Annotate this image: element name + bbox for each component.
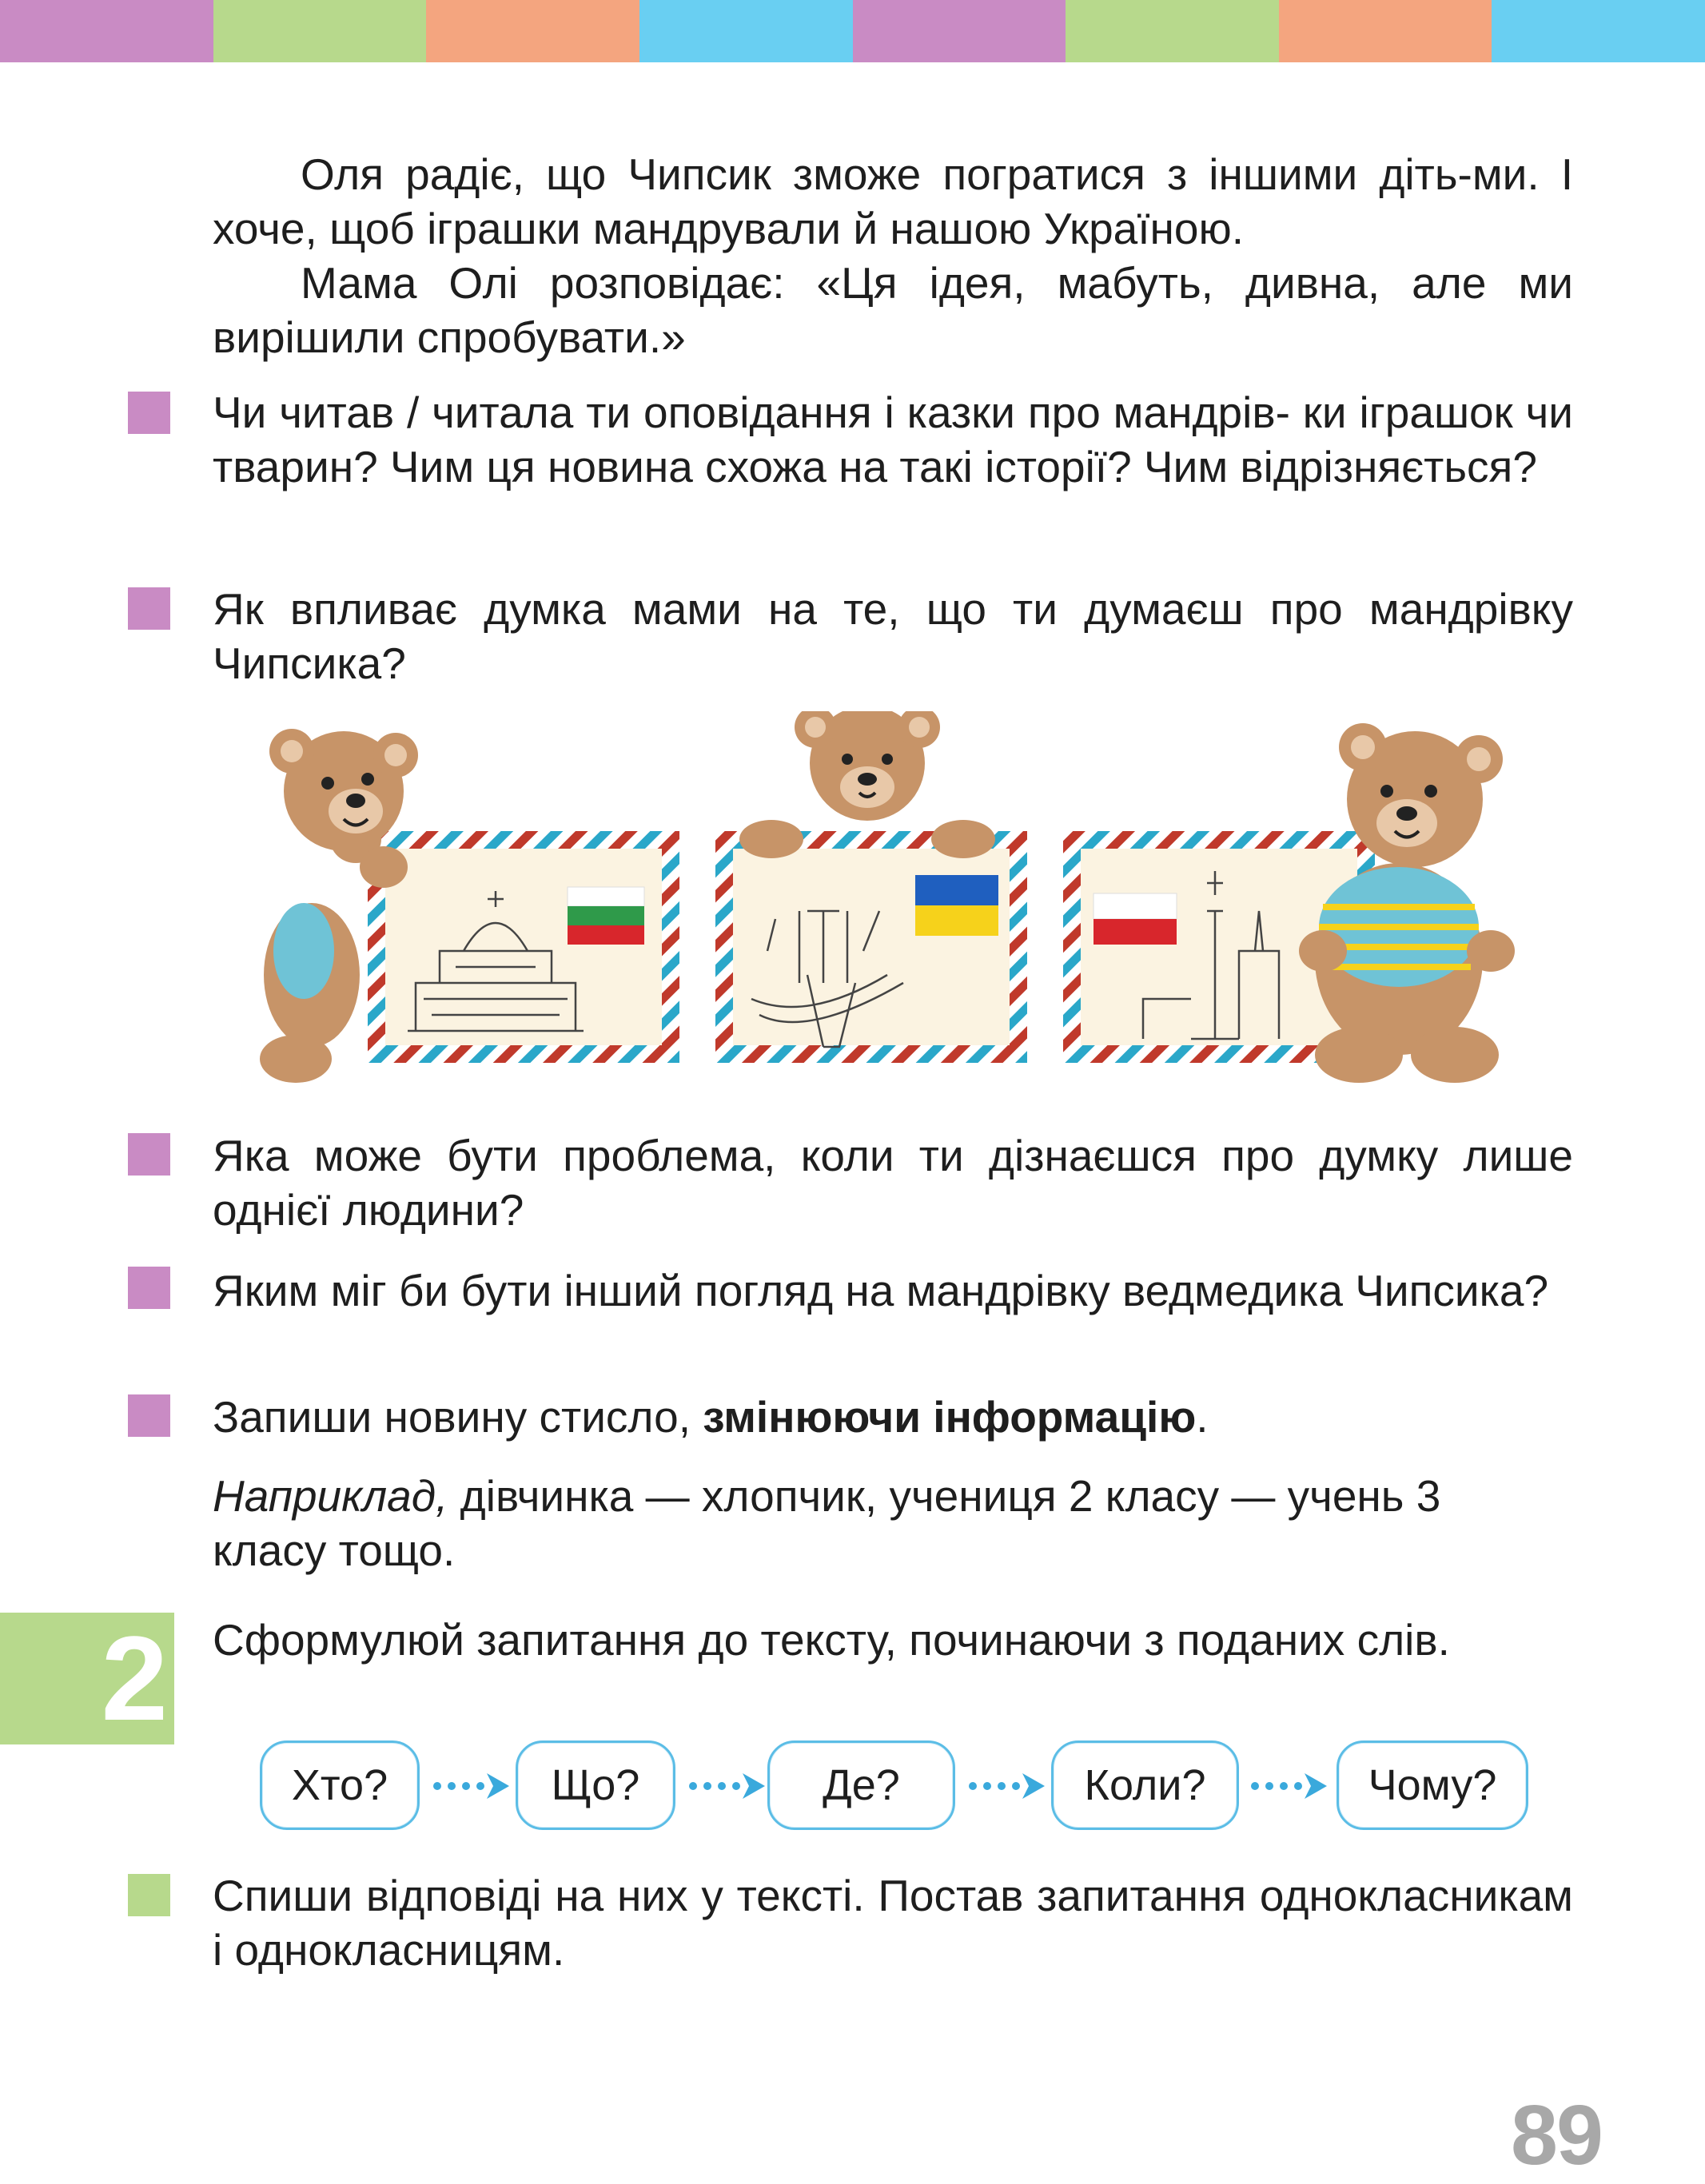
task-2-followup: Спиши відповіді на них у тексті. Постав запитання однокласникам і однокласницям. — [213, 1871, 1573, 1975]
question-word: Де? — [823, 1761, 900, 1809]
example-rest: дівчинка — хлопчик, учениця 2 класу — учень 3 класу тощо. — [213, 1471, 1441, 1575]
question-2: Як впливає думка мами на те, що ти думаєш про мандрівку Чипсика? — [213, 584, 1573, 688]
page-number: 89 — [1511, 2088, 1602, 2182]
color-stripe — [426, 0, 639, 62]
question-1: Чи читав / читала ти оповідання і казки про мандрів- ки іграшок чи тварин? Чим ця новина схожа на такі історії? Чим відрізняється? — [213, 388, 1573, 491]
task-2-instruction: Сформулюй запитання до тексту, починаючи з поданих слів. — [213, 1615, 1450, 1665]
question-word: Чому? — [1368, 1761, 1497, 1809]
dotted-arrow-icon — [683, 1762, 771, 1810]
dotted-arrow-icon — [1245, 1762, 1333, 1810]
question-word: Що? — [551, 1761, 640, 1809]
question-bullet — [128, 1394, 170, 1437]
question-bullet — [128, 392, 170, 434]
bears-postcards-illustration — [248, 711, 1543, 1095]
question-4: Яким міг би бути інший погляд на мандрівку ведмедика Чипсика? — [213, 1266, 1549, 1315]
question-word-box — [260, 1740, 420, 1830]
poland-flag — [1094, 893, 1177, 945]
question-word-box — [1337, 1740, 1528, 1830]
question-word-box — [516, 1740, 675, 1830]
postcard-ukraine — [715, 831, 1027, 1063]
color-stripe — [1066, 0, 1279, 62]
color-stripe — [1279, 0, 1492, 62]
color-stripe — [1492, 0, 1705, 62]
color-stripe — [0, 0, 213, 62]
question-5-start: Запиши новину стисло, — [213, 1392, 703, 1442]
example-italic: Наприклад, — [213, 1471, 448, 1521]
question-5 — [213, 1390, 1573, 1444]
intro-paragraph-2: Мама Олі розповідає: «Ця ідея, мабуть, дивна, але ми вирішили спробувати.» — [213, 258, 1573, 362]
task-bullet — [128, 1874, 170, 1916]
color-stripe — [213, 0, 427, 62]
top-color-bar — [0, 0, 1705, 62]
question-word: Коли? — [1084, 1761, 1206, 1809]
ukraine-flag — [915, 875, 998, 936]
question-5-bold: змінюючи інформацію — [703, 1392, 1197, 1442]
question-bullet — [128, 1267, 170, 1309]
task-number-badge — [0, 1613, 174, 1744]
task-number: 2 — [101, 1611, 168, 1745]
question-5-end: . — [1196, 1392, 1209, 1442]
example-text — [213, 1469, 1540, 1577]
postcard-bulgaria — [368, 831, 679, 1063]
question-bullet — [128, 587, 170, 630]
bulgaria-flag — [568, 887, 644, 945]
color-stripe — [853, 0, 1066, 62]
intro-paragraph-1: Оля радіє, що Чипсик зможе погратися з іншими діть-ми. І хоче, щоб іграшки мандрували й нашою Україною. — [213, 149, 1573, 253]
dotted-arrow-icon — [963, 1762, 1051, 1810]
dotted-arrow-icon — [428, 1762, 516, 1810]
question-word: Хто? — [291, 1761, 388, 1809]
question-word-box — [767, 1740, 955, 1830]
question-bullet — [128, 1133, 170, 1176]
color-stripe — [639, 0, 853, 62]
question-3: Яка може бути проблема, коли ти дізнаєшся про думку лише однієї людини? — [213, 1131, 1573, 1235]
question-word-box — [1051, 1740, 1239, 1830]
